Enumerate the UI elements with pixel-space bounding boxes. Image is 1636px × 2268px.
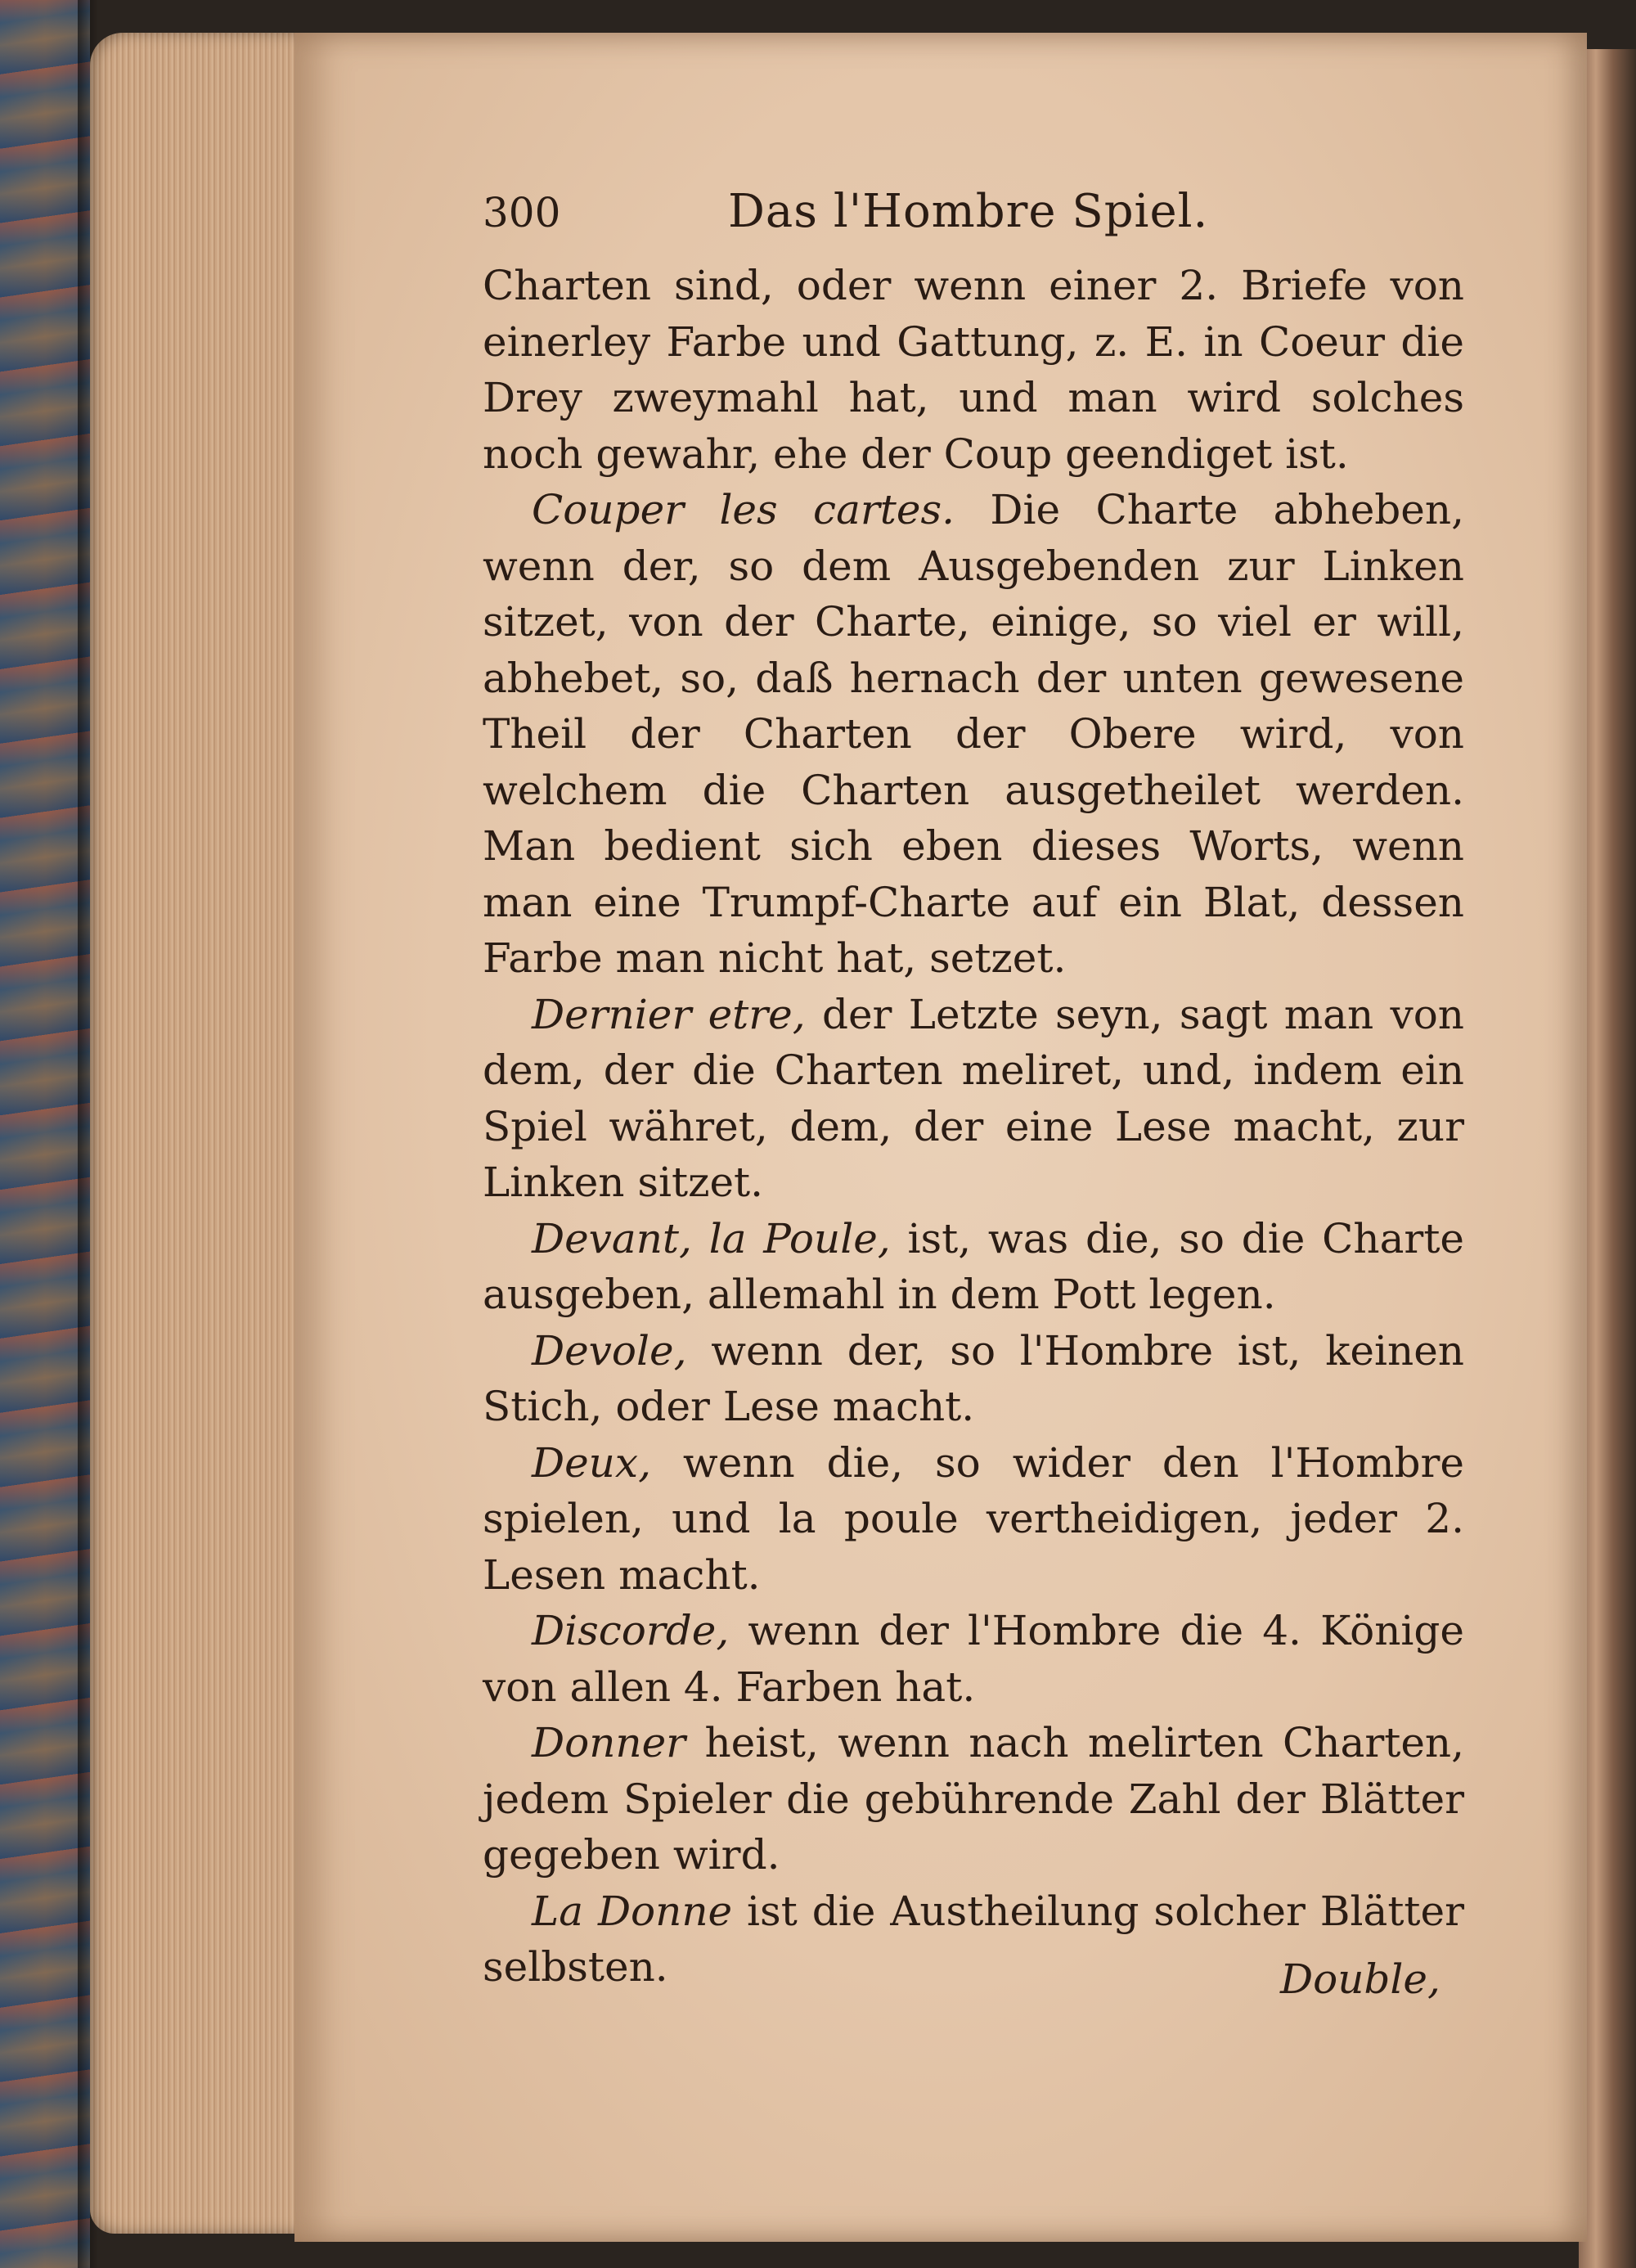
entry-text: ist die Austheilung solcher Blätter selbsten. [483, 1887, 1464, 1991]
running-title: Das l'Hombre Spiel. [728, 185, 1209, 238]
running-head [483, 184, 1464, 258]
paragraph [483, 1603, 1464, 1715]
paragraph [483, 482, 1464, 987]
entry-term: Deux, [532, 1438, 651, 1487]
entry-text: heist, wenn nach melirten Charten, jedem Spieler die gebührende Zahl der Blätter gegeben wird. [483, 1719, 1464, 1879]
entry-term: Devole, [532, 1326, 687, 1375]
entry-term: La Donne [532, 1887, 733, 1935]
entry-text: wenn die, so wider den l'Hombre spielen, und la poule vertheidigen, jeder 2. Lesen macht. [483, 1438, 1464, 1599]
paragraph [483, 1715, 1464, 1883]
entry-term: Donner [532, 1719, 686, 1766]
entry-text: Charten sind, oder wenn einer 2. Briefe von einerley Farbe und Gattung, z. E. in Coeur die Drey zweymahl hat, und man wird solches noch gewahr, ehe der Coup geendiget ist. [483, 262, 1464, 478]
paragraph [483, 987, 1464, 1211]
text-block [483, 184, 1464, 1996]
marbled-cover [0, 0, 90, 2268]
entry-text: der Letzte seyn, sagt man von dem, der die Charten meliret, und, indem ein Spiel währet, dem, der eine Lese macht, zur Linken sitzet. [483, 990, 1464, 1206]
entry-text: wenn der l'Hombre die 4. Könige von allen 4. Farben hat. [483, 1607, 1464, 1711]
entry-text: wenn der, so l'Hombre ist, keinen Stich, oder Lese macht. [483, 1326, 1464, 1430]
paragraph [483, 258, 1464, 482]
entry-term: Devant, la Poule, [532, 1214, 891, 1262]
paragraph [483, 1211, 1464, 1323]
right-page-edge [1579, 49, 1636, 2268]
entry-term: Couper les cartes. [532, 486, 955, 533]
catchword: Double, [1280, 1955, 1440, 2003]
book-page [294, 33, 1587, 2242]
page-number: 300 [483, 189, 561, 236]
entry-term: Discorde, [532, 1607, 730, 1654]
entry-text: ist, was die, so die Charte ausgeben, allemahl in dem Pott legen. [483, 1214, 1465, 1318]
page-edges [90, 33, 303, 2234]
entry-text: Die Charte abheben, wenn der, so dem Ausgebenden zur Linken sitzet, von der Charte, einige, so viel er will, abhebet, so, daß hernach der unten gewesene Theil der Charten der Obere wird, von welchem die Charten ausgetheilet werden. Man bedient sich eben dieses Worts, wenn man eine Trumpf-Charte auf ein Blat, dessen Farbe man nicht hat, setzet. [483, 486, 1464, 982]
paragraph [483, 1435, 1464, 1604]
entry-term: Dernier etre, [532, 990, 806, 1038]
paragraph [483, 1323, 1464, 1435]
